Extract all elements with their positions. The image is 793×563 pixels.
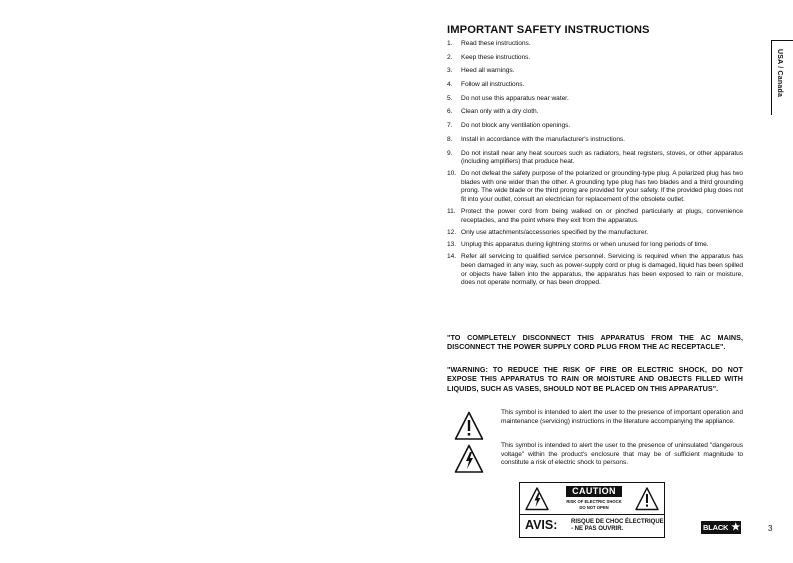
brand-logo xyxy=(701,521,741,534)
instruction-item: 6. Clean only with a dry cloth. xyxy=(447,108,539,116)
exclamation-symbol-description: This symbol is intended to alert the user to the presence of important operation and maintenance (servicing) instructions in the literature accompanying the appliance. xyxy=(501,409,743,425)
caution-divider xyxy=(520,514,664,515)
lightning-symbol-block xyxy=(447,442,743,476)
instruction-item: 4. Follow all instructions. xyxy=(447,81,525,89)
region-label: USA / Canada xyxy=(776,49,783,98)
brand-logo-text: BLACK xyxy=(703,523,729,532)
warning-exclamation-icon xyxy=(635,487,659,511)
avis-line-1: RISQUE DE CHOC ÉLECTRIQUE xyxy=(571,519,664,525)
warning-exclamation-icon xyxy=(454,411,484,441)
instruction-item: 10. Do not defeat the safety purpose of the polarized or grounding-type plug. A polarized plug has two blades with one wider than the other. A grounding type plug has two blades and a third grounding prong. The wide blade or the third prong are provided for your safety. If the provided plug does not fit into your outlet, consult an electrician for replacement of the obsolete outlet. xyxy=(447,170,743,204)
caution-line-2: DO NOT OPEN xyxy=(579,505,609,510)
instruction-item: 2. Keep these instructions. xyxy=(447,53,531,61)
instruction-item: 9. Do not install near any heat sources such as radiators, heat registers, stoves, or other apparatus (including amplifiers) that produce heat. xyxy=(447,149,743,166)
instruction-item: 5. Do not use this apparatus near water. xyxy=(447,94,569,102)
page-title: IMPORTANT SAFETY INSTRUCTIONS xyxy=(447,24,650,36)
lightning-bolt-icon xyxy=(454,444,484,474)
avis-line-2: - NE PAS OUVRIR. xyxy=(571,526,624,532)
instruction-item: 8. Install in accordance with the manufacturer's instructions. xyxy=(447,135,625,143)
instruction-item: 7. Do not block any ventilation openings. xyxy=(447,122,571,130)
lightning-bolt-icon xyxy=(525,487,549,511)
safety-instructions-list xyxy=(447,40,743,291)
caution-label xyxy=(519,482,665,538)
caution-heading: CAUTION xyxy=(566,486,622,497)
caution-line-1: RISK OF ELECTRIC SHOCK xyxy=(566,499,622,504)
star-icon: ★ xyxy=(731,522,740,533)
instruction-item: 13. Unplug this apparatus during lightning storms or when unused for long periods of time. xyxy=(447,241,709,249)
disconnect-notice: "TO COMPLETELY DISCONNECT THIS APPARATUS FROM THE AC MAINS, DISCONNECT THE POWER SUPPLY CORD PLUG FROM THE AC RECEPTACLE". xyxy=(447,333,743,352)
region-side-tab xyxy=(771,40,793,115)
warning-notice: "WARNING: TO REDUCE THE RISK OF FIRE OR ELECTRIC SHOCK, DO NOT EXPOSE THIS APPARATUS TO RAIN OR MOISTURE AND OBJECTS FILLED WITH LIQUIDS, SUCH AS VASES, SHOULD NOT BE PLACED ON THIS APPARATUS". xyxy=(447,365,743,393)
exclamation-symbol-block xyxy=(447,409,743,443)
instruction-item: 11. Protect the power cord from being walked on or pinched particularly at plugs, convenience receptacles, and the point where they exit from the apparatus. xyxy=(447,208,743,224)
instruction-item: 14. Refer all servicing to qualified service personnel. Servicing is required when the apparatus has been damaged in any way, such as power-supply cord or plug is damaged, liquid has been spilled or objects have fallen into the apparatus, the apparatus has been exposed to rain or moisture, does not operate normally, or has been dropped. xyxy=(447,253,743,287)
lightning-symbol-description: This symbol is intended to alert the user to the presence of uninsulated "dangerous voltage" within the product's enclosure that may be of sufficient magnitude to constitute a risk of electric shock to persons. xyxy=(501,442,743,467)
instruction-item: 12. Only use attachments/accessories specified by the manufacturer. xyxy=(447,229,649,237)
page-number: 3 xyxy=(768,524,773,533)
instruction-item: 1. Read these instructions. xyxy=(447,40,531,47)
avis-label: AVIS: xyxy=(525,518,558,532)
instruction-item: 3. Heed all warnings. xyxy=(447,67,515,75)
